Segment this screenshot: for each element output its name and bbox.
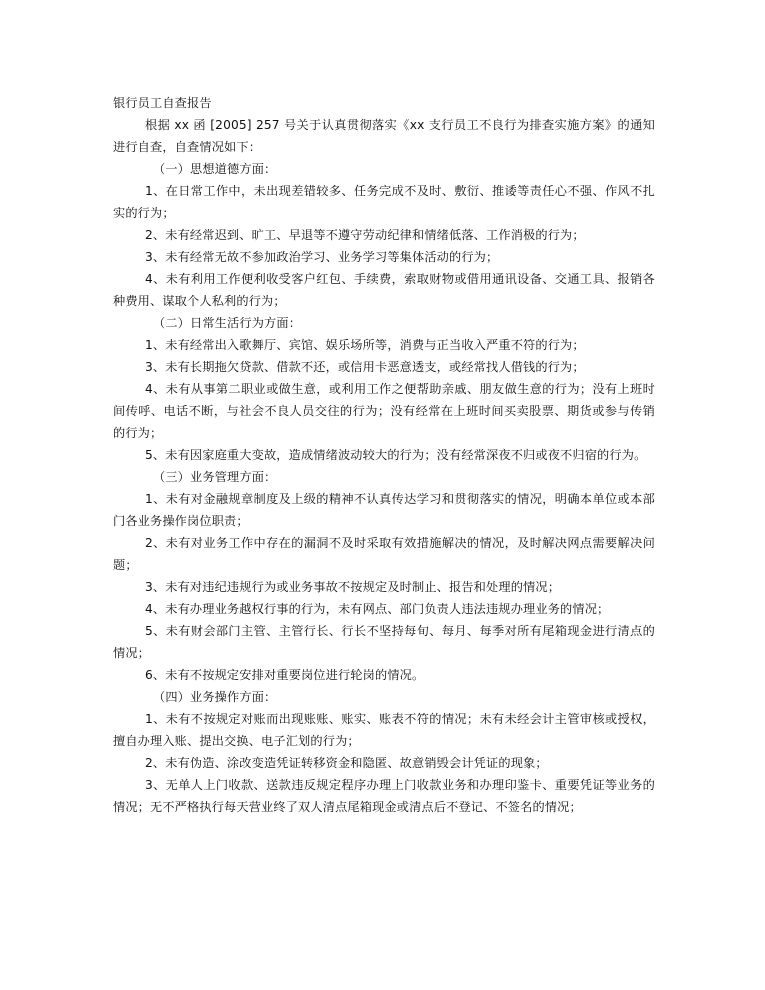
- list-item: 2、未有经常迟到、旷工、早退等不遵守劳动纪律和情绪低落、工作消极的行为；: [145, 228, 585, 242]
- list-item: 3、无单人上门收款、送款违反规定程序办理上门收款业务和办理印鉴卡、重要凭证等业务的情况；无不严格执行每天营业终了双人清点尾箱现金或清点后不登记、不签名的情况；: [113, 778, 655, 814]
- list-item: 5、未有财会部门主管、主管行长、行长不坚持每旬、每月、每季对所有尾箱现金进行清点的情况；: [113, 624, 655, 660]
- list-item: 4、未有办理业务越权行事的行为，未有网点、部门负责人违法违规办理业务的情况；: [145, 602, 610, 616]
- intro-paragraph: 根据 xx 函 [2005] 257 号关于认真贯彻落实《xx 支行员工不良行为排查实施方案》的通知进行自查，自查情况如下：: [113, 118, 655, 154]
- list-item: 1、在日常工作中，未出现差错较多、任务完成不及时、敷衍、推诿等责任心不强、作风不扎实的行为；: [113, 184, 655, 220]
- list-item: 3、未有对违纪违规行为或业务事故不按规定及时制止、报告和处理的情况；: [145, 580, 561, 594]
- section-heading: （三）业务管理方面：: [153, 470, 277, 484]
- list-item: 3、未有长期拖欠贷款、借款不还，或信用卡恶意透支，或经常找人借钱的行为；: [145, 360, 585, 374]
- document-body: [113, 92, 655, 818]
- section-1: [113, 158, 655, 312]
- list-item: 4、未有从事第二职业或做生意，或利用工作之便帮助亲戚、朋友做生意的行为；没有上班时间传呼、电话不断，与社会不良人员交往的行为；没有经常在上班时间买卖股票、期货或参与传销的行为；: [113, 382, 655, 440]
- list-item: 4、未有利用工作便利收受客户红包、手续费，索取财物或借用通讯设备、交通工具、报销各种费用、谋取个人私利的行为；: [113, 272, 655, 308]
- list-item: 1、未有经常出入歌舞厅、宾馆、娱乐场所等，消费与正当收入严重不符的行为；: [145, 338, 585, 352]
- section-3: [113, 466, 655, 686]
- section-2: [113, 312, 655, 466]
- list-item: 3、未有经常无故不参加政治学习、业务学习等集体活动的行为；: [145, 250, 499, 264]
- section-heading: （一）思想道德方面：: [153, 162, 277, 176]
- list-item: 6、未有不按规定安排对重要岗位进行轮岗的情况。: [145, 668, 425, 682]
- section-heading: （四）业务操作方面：: [153, 690, 277, 704]
- section-heading: （二）日常生活行为方面：: [153, 316, 302, 330]
- document-title: 银行员工自查报告: [113, 96, 212, 110]
- list-item: 2、未有对业务工作中存在的漏洞不及时采取有效措施解决的情况，及时解决网点需要解决问题；: [113, 536, 655, 572]
- list-item: 1、未有不按规定对账而出现账账、账实、账表不符的情况；未有未经会计主管审核或授权，擅自办理入账、提出交换、电子汇划的行为；: [113, 712, 655, 748]
- list-item: 5、未有因家庭重大变故，造成情绪波动较大的行为；没有经常深夜不归或夜不归宿的行为。: [145, 448, 647, 462]
- section-4: [113, 686, 655, 818]
- list-item: 1、未有对金融规章制度及上级的精神不认真传达学习和贯彻落实的情况，明确本单位或本部门各业务操作岗位职责；: [113, 492, 655, 528]
- list-item: 2、未有伪造、涂改变造凭证转移资金和隐匿、故意销毁会计凭证的现象；: [145, 756, 548, 770]
